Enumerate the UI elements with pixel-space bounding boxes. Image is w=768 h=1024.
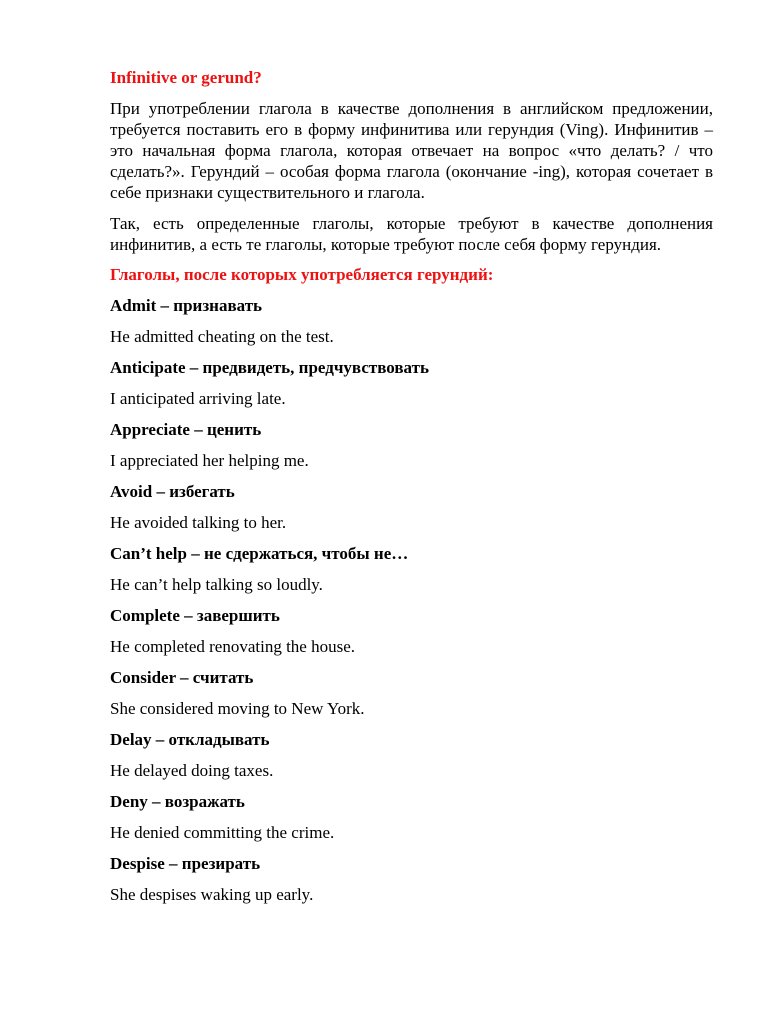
verb-term: Avoid – избегать <box>110 482 235 501</box>
document-page <box>110 67 713 915</box>
verb-term: Delay – откладывать <box>110 730 270 749</box>
verb-term: Can’t help – не сдержаться, чтобы не… <box>110 544 409 563</box>
verb-example: He admitted cheating on the test. <box>110 327 334 346</box>
verb-example: I appreciated her helping me. <box>110 451 309 470</box>
verb-term: Anticipate – предвидеть, предчувствовать <box>110 358 429 377</box>
verb-list <box>110 295 713 906</box>
verb-example: She despises waking up early. <box>110 885 314 904</box>
document-title: Infinitive or gerund? <box>110 68 262 87</box>
verb-term: Deny – возражать <box>110 792 245 811</box>
verb-term: Appreciate – ценить <box>110 420 262 439</box>
verb-example: He denied committing the crime. <box>110 823 335 842</box>
intro-paragraph: Так, есть определенные глаголы, которые требуют в качестве дополнения инфинитив, а есть те глаголы, которые требуют после себя форму герундия. <box>110 214 713 254</box>
intro-paragraph: При употреблении глагола в качестве дополнения в английском предложении, требуется поставить его в форму инфинитива или герундия (Ving). Инфинитив – это начальная форма глагола, которая отвечает на вопрос «что делать? / что сделать?». Герундий – особая форма глагола (окончание -ing), которая сочетает в себе признаки существительного и глагола. <box>110 99 713 202</box>
verb-example: She considered moving to New York. <box>110 699 365 718</box>
verb-term: Admit – признавать <box>110 296 263 315</box>
verb-example: He delayed doing taxes. <box>110 761 274 780</box>
verb-term: Complete – завершить <box>110 606 280 625</box>
verb-example: I anticipated arriving late. <box>110 389 286 408</box>
verb-example: He completed renovating the house. <box>110 637 356 656</box>
verb-term: Despise – презирать <box>110 854 261 873</box>
verb-example: He avoided talking to her. <box>110 513 287 532</box>
verb-term: Consider – считать <box>110 668 254 687</box>
section-heading: Глаголы, после которых употребляется герундий: <box>110 265 494 284</box>
verb-example: He can’t help talking so loudly. <box>110 575 323 594</box>
